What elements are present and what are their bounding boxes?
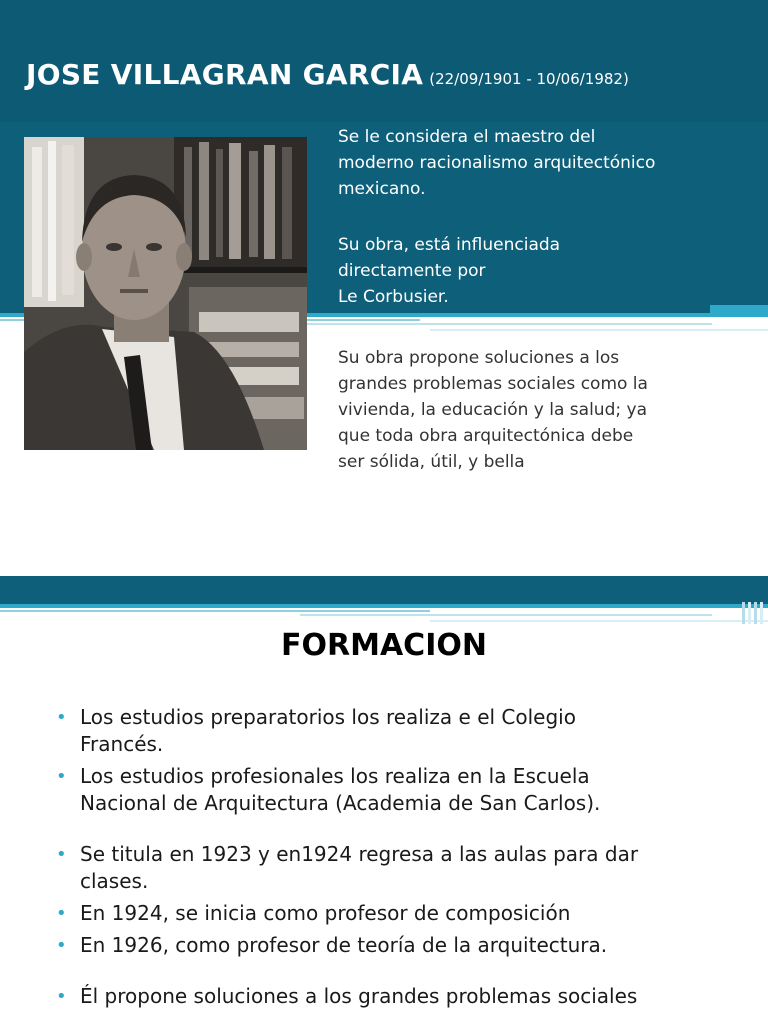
person-name: JOSE VILLAGRAN GARCIA [26,58,424,91]
portrait-photo [24,137,307,450]
slide-title [26,58,629,91]
list-item [56,763,736,817]
text-line: que toda obra arquitectónica debe [338,426,634,446]
bullet-icon: • [56,766,67,787]
bullet-line: Los estudios preparatorios los realiza e el Colegio [80,705,576,729]
text-line: Su obra, está influenciada [338,235,561,255]
list-item [56,704,736,758]
text-line: Su obra propone soluciones a los [338,348,620,368]
list-item [56,983,736,1010]
bullet-line: clases. [80,869,149,893]
intro-paragraph [338,124,748,202]
bullet-icon: • [56,844,67,865]
text-line: Le Corbusier. [338,287,449,307]
bullet-line: Él propone soluciones a los grandes problemas sociales [80,984,638,1008]
list-item [56,900,736,927]
bullet-line: En 1926, como profesor de teoría de la arquitectura. [80,933,608,957]
bullet-icon: • [56,903,67,924]
bullet-icon: • [56,707,67,728]
bullet-line: Se titula en 1923 y en1924 regresa a las aulas para dar [80,842,639,866]
top-band [0,576,768,604]
text-line: grandes problemas sociales como la [338,374,648,394]
slide-2 [0,576,768,1024]
text-line: ser sólida, útil, y bella [338,452,525,472]
bullet-line: Nacional de Arquitectura (Academia de San Carlos). [80,791,601,815]
bullet-line: En 1924, se inicia como profesor de composición [80,901,571,925]
influence-paragraph [338,232,748,310]
text-line: Se le considera el maestro del [338,127,596,147]
text-line: directamente por [338,261,486,281]
list-item [56,932,736,959]
text-line: vivienda, la educación y la salud; ya [338,400,647,420]
bullet-list [56,704,736,1010]
bullet-line: Los estudios profesionales los realiza en la Escuela [80,764,590,788]
life-dates: (22/09/1901 - 10/06/1982) [429,70,629,88]
bullet-icon: • [56,986,67,1007]
work-paragraph [338,345,748,475]
bullet-line: Francés. [80,732,164,756]
list-item [56,841,736,895]
section-title: FORMACION [281,628,487,663]
bullet-icon: • [56,935,67,956]
text-line: mexicano. [338,179,426,199]
text-line: moderno racionalismo arquitectónico [338,153,656,173]
